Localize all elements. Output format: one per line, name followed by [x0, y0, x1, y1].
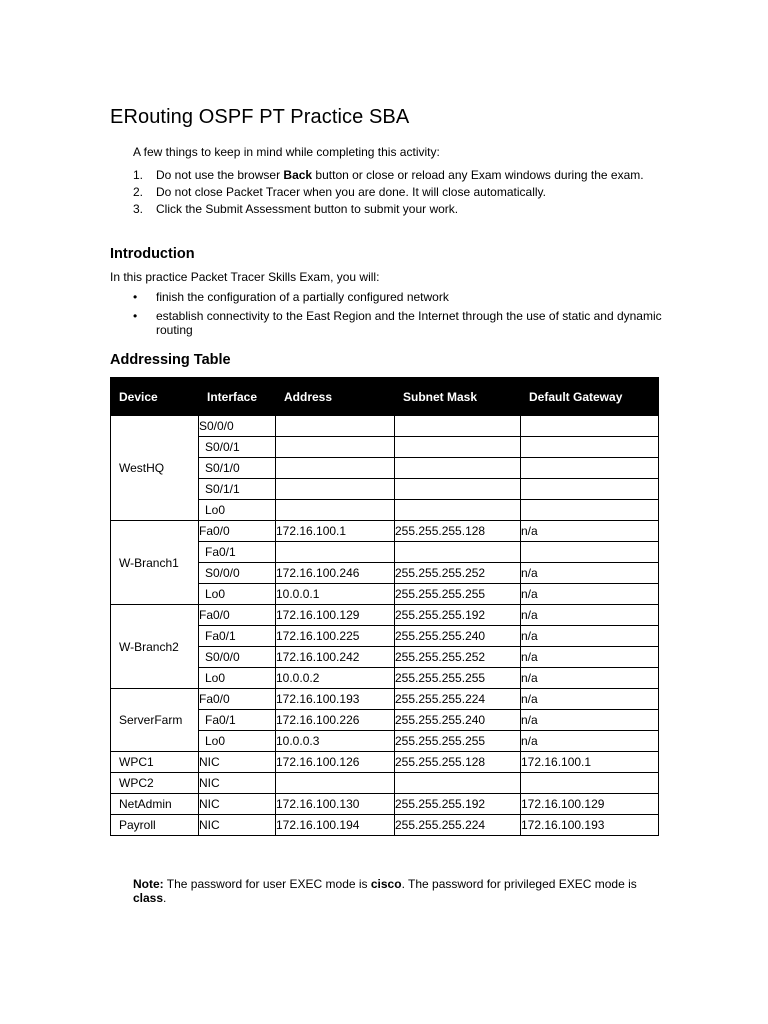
address-cell	[276, 437, 395, 458]
subnet-mask-cell: 255.255.255.255	[395, 584, 521, 605]
address-cell: 172.16.100.246	[276, 563, 395, 584]
table-row	[111, 773, 659, 794]
addressing-table-heading: Addressing Table	[110, 352, 231, 368]
note-text-3: .	[163, 891, 167, 905]
bullet-dot-icon: •	[133, 309, 138, 323]
gateway-cell: n/a	[521, 605, 659, 626]
column-header: Default Gateway	[521, 378, 659, 416]
subnet-mask-cell: 255.255.255.252	[395, 647, 521, 668]
interface-cell: NIC	[199, 773, 276, 794]
column-header: Interface	[199, 378, 276, 416]
gateway-cell	[521, 416, 659, 437]
address-cell	[276, 773, 395, 794]
step-text-end: button or close or reload any Exam windows during the exam.	[312, 168, 644, 182]
gateway-cell	[521, 542, 659, 563]
gateway-cell	[521, 458, 659, 479]
subnet-mask-cell	[395, 416, 521, 437]
subnet-mask-cell	[395, 479, 521, 500]
subnet-mask-cell: 255.255.255.224	[395, 689, 521, 710]
address-cell: 172.16.100.226	[276, 710, 395, 731]
table-row	[111, 794, 659, 815]
address-cell: 172.16.100.193	[276, 689, 395, 710]
table-row	[111, 752, 659, 773]
note-label: Note:	[133, 877, 164, 891]
instruction-step	[133, 202, 663, 216]
table-row	[111, 605, 659, 626]
device-cell: WPC2	[111, 773, 199, 794]
column-header: Address	[276, 378, 395, 416]
device-cell: WPC1	[111, 752, 199, 773]
address-cell	[276, 479, 395, 500]
interface-cell: NIC	[199, 752, 276, 773]
note-text-2: . The password for privileged EXEC mode is	[401, 877, 637, 891]
table-row	[111, 416, 659, 437]
bullet-text: finish the configuration of a partially configured network	[156, 290, 449, 304]
intro-text: A few things to keep in mind while completing this activity:	[133, 145, 440, 159]
interface-cell: S0/1/1	[199, 479, 276, 500]
subnet-mask-cell: 255.255.255.255	[395, 731, 521, 752]
note-paragraph	[133, 877, 653, 905]
column-header: Subnet Mask	[395, 378, 521, 416]
step-number: 2.	[133, 185, 144, 199]
introduction-heading: Introduction	[110, 246, 195, 262]
device-cell: Payroll	[111, 815, 199, 836]
subnet-mask-cell: 255.255.255.128	[395, 521, 521, 542]
introduction-bullets	[133, 290, 663, 342]
interface-cell: Fa0/0	[199, 605, 276, 626]
subnet-mask-cell: 255.255.255.255	[395, 668, 521, 689]
subnet-mask-cell	[395, 437, 521, 458]
subnet-mask-cell	[395, 773, 521, 794]
bullet-item	[133, 290, 663, 304]
gateway-cell: n/a	[521, 521, 659, 542]
addressing-table	[110, 377, 659, 836]
interface-cell: Fa0/1	[199, 710, 276, 731]
step-text: Do not close Packet Tracer when you are done. It will close automatically.	[156, 185, 546, 199]
device-cell: ServerFarm	[111, 689, 199, 752]
subnet-mask-cell: 255.255.255.192	[395, 605, 521, 626]
subnet-mask-cell: 255.255.255.128	[395, 752, 521, 773]
bullet-item	[133, 309, 663, 337]
device-cell: W-Branch2	[111, 605, 199, 689]
step-text-bold: Back	[283, 168, 313, 182]
column-header: Device	[111, 378, 199, 416]
interface-cell: Fa0/1	[199, 626, 276, 647]
address-cell	[276, 542, 395, 563]
address-cell	[276, 500, 395, 521]
interface-cell: S0/0/0	[199, 647, 276, 668]
table-header-row	[111, 378, 659, 416]
interface-cell: Fa0/0	[199, 689, 276, 710]
address-cell: 10.0.0.2	[276, 668, 395, 689]
table-body	[111, 416, 659, 836]
subnet-mask-cell	[395, 458, 521, 479]
interface-cell: NIC	[199, 794, 276, 815]
address-cell: 10.0.0.3	[276, 731, 395, 752]
gateway-cell: 172.16.100.129	[521, 794, 659, 815]
interface-cell: Lo0	[199, 500, 276, 521]
interface-cell: Lo0	[199, 731, 276, 752]
gateway-cell: n/a	[521, 563, 659, 584]
instruction-list	[133, 168, 663, 219]
interface-cell: Fa0/1	[199, 542, 276, 563]
interface-cell: S0/1/0	[199, 458, 276, 479]
introduction-paragraph: In this practice Packet Tracer Skills Exam, you will:	[110, 270, 380, 284]
gateway-cell: n/a	[521, 710, 659, 731]
gateway-cell: n/a	[521, 626, 659, 647]
step-text: Click the Submit Assessment button to submit your work.	[156, 202, 459, 216]
address-cell: 172.16.100.225	[276, 626, 395, 647]
address-cell: 172.16.100.126	[276, 752, 395, 773]
interface-cell: Lo0	[199, 584, 276, 605]
gateway-cell	[521, 479, 659, 500]
interface-cell: NIC	[199, 815, 276, 836]
bullet-text: establish connectivity to the East Region and the Internet through the use of static and dynamic routing	[156, 309, 662, 337]
gateway-cell: n/a	[521, 647, 659, 668]
bullet-dot-icon: •	[133, 290, 138, 304]
step-number: 1.	[133, 168, 144, 182]
address-cell: 172.16.100.129	[276, 605, 395, 626]
note-text-1: The password for user EXEC mode is	[163, 877, 371, 891]
subnet-mask-cell	[395, 542, 521, 563]
instruction-step	[133, 185, 663, 199]
interface-cell: S0/0/0	[199, 416, 276, 437]
address-cell: 172.16.100.194	[276, 815, 395, 836]
instruction-step	[133, 168, 663, 182]
note-enable-password: class	[133, 891, 164, 905]
page-title: ERouting OSPF PT Practice SBA	[110, 106, 410, 128]
subnet-mask-cell: 255.255.255.240	[395, 710, 521, 731]
device-cell: W-Branch1	[111, 521, 199, 605]
interface-cell: S0/0/1	[199, 437, 276, 458]
step-text: Do not use the browser	[156, 168, 284, 182]
subnet-mask-cell: 255.255.255.224	[395, 815, 521, 836]
note-user-password: cisco	[370, 877, 402, 891]
subnet-mask-cell: 255.255.255.240	[395, 626, 521, 647]
address-cell: 172.16.100.242	[276, 647, 395, 668]
gateway-cell	[521, 437, 659, 458]
address-cell: 172.16.100.1	[276, 521, 395, 542]
address-cell	[276, 416, 395, 437]
gateway-cell: 172.16.100.193	[521, 815, 659, 836]
subnet-mask-cell: 255.255.255.192	[395, 794, 521, 815]
address-cell: 10.0.0.1	[276, 584, 395, 605]
gateway-cell: n/a	[521, 689, 659, 710]
interface-cell: S0/0/0	[199, 563, 276, 584]
gateway-cell	[521, 500, 659, 521]
subnet-mask-cell	[395, 500, 521, 521]
interface-cell: Lo0	[199, 668, 276, 689]
interface-cell: Fa0/0	[199, 521, 276, 542]
table-row	[111, 815, 659, 836]
subnet-mask-cell: 255.255.255.252	[395, 563, 521, 584]
step-number: 3.	[133, 202, 144, 216]
table-row	[111, 689, 659, 710]
gateway-cell: 172.16.100.1	[521, 752, 659, 773]
device-cell: WestHQ	[111, 416, 199, 521]
gateway-cell: n/a	[521, 731, 659, 752]
gateway-cell	[521, 773, 659, 794]
gateway-cell: n/a	[521, 584, 659, 605]
table-row	[111, 521, 659, 542]
gateway-cell: n/a	[521, 668, 659, 689]
device-cell: NetAdmin	[111, 794, 199, 815]
address-cell: 172.16.100.130	[276, 794, 395, 815]
address-cell	[276, 458, 395, 479]
